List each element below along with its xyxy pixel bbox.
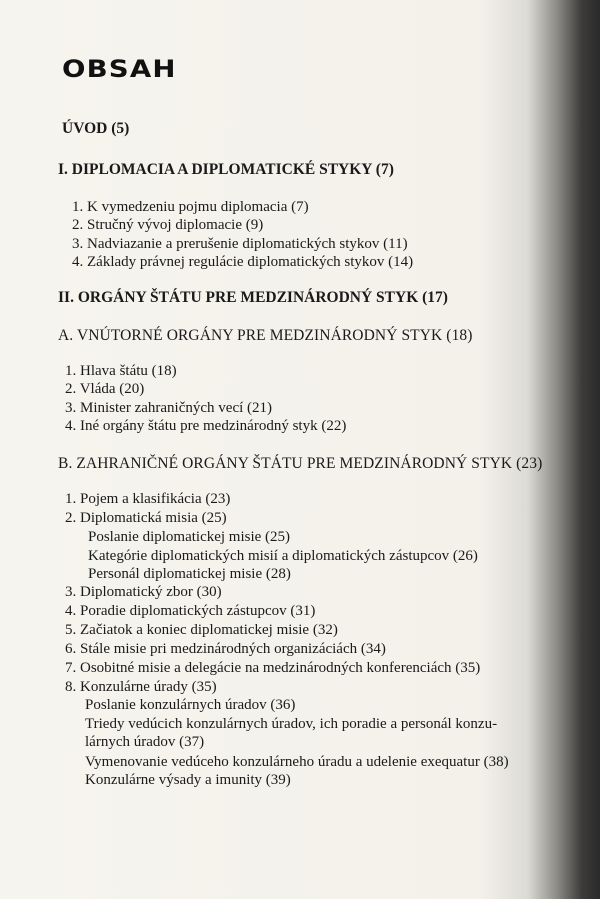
toc-subitem: Poslanie diplomatickej misie (25)	[88, 529, 291, 545]
toc-item: 8. Konzulárne úrady (35)	[65, 679, 217, 695]
toc-item: 7. Osobitné misie a delegácie na medzinárodných konferenciách (35)	[65, 660, 481, 676]
toc-chapter-1: I. DIPLOMACIA A DIPLOMATICKÉ STYKY (7)	[58, 161, 394, 178]
toc-item: 4. Iné orgány štátu pre medzinárodný styk (22)	[65, 418, 347, 434]
toc-item: 4. Poradie diplomatických zástupcov (31)	[65, 603, 316, 619]
toc-item: 2. Vláda (20)	[65, 381, 145, 397]
toc-subitem: Vymenovanie vedúceho konzulárneho úradu a udelenie exequatur (38)	[85, 754, 509, 770]
toc-section-b: B. ZAHRANIČNÉ ORGÁNY ŠTÁTU PRE MEDZINÁRODNÝ STYK (23)	[58, 455, 543, 472]
toc-item: 6. Stále misie pri medzinárodných organizáciách (34)	[65, 641, 386, 657]
toc-item: 5. Začiatok a koniec diplomatickej misie (32)	[65, 622, 338, 638]
toc-item: 1. Pojem a klasifikácia (23)	[65, 491, 231, 507]
toc-item: 3. Minister zahraničných vecí (21)	[65, 400, 273, 416]
page-title: OBSAH	[62, 55, 177, 83]
toc-subitem: Triedy vedúcich konzulárnych úradov, ich poradie a personál konzu-	[85, 716, 498, 732]
toc-item: 1. K vymedzeniu pojmu diplomacia (7)	[72, 199, 309, 215]
toc-item: 3. Diplomatický zbor (30)	[65, 584, 222, 600]
toc-item: 3. Nadviazanie a prerušenie diplomatických stykov (11)	[72, 236, 408, 252]
toc-subitem: Kategórie diplomatických misií a diplomatických zástupcov (26)	[88, 548, 478, 564]
toc-item: 4. Základy právnej regulácie diplomatických stykov (14)	[72, 254, 414, 270]
toc-chapter-2: II. ORGÁNY ŠTÁTU PRE MEDZINÁRODNÝ STYK (17)	[58, 289, 448, 306]
toc-intro: ÚVOD (5)	[62, 120, 130, 137]
toc-subitem: Personál diplomatickej misie (28)	[88, 566, 291, 582]
toc-item: 2. Diplomatická misia (25)	[65, 510, 227, 526]
toc-subitem: Poslanie konzulárnych úradov (36)	[85, 697, 296, 713]
toc-subitem-continued: lárnych úradov (37)	[85, 734, 205, 750]
toc-item: 1. Hlava štátu (18)	[65, 363, 177, 379]
toc-section-a: A. VNÚTORNÉ ORGÁNY PRE MEDZINÁRODNÝ STYK (18)	[58, 327, 473, 344]
toc-item: 2. Stručný vývoj diplomacie (9)	[72, 217, 264, 233]
toc-subitem: Konzulárne výsady a imunity (39)	[85, 772, 291, 788]
